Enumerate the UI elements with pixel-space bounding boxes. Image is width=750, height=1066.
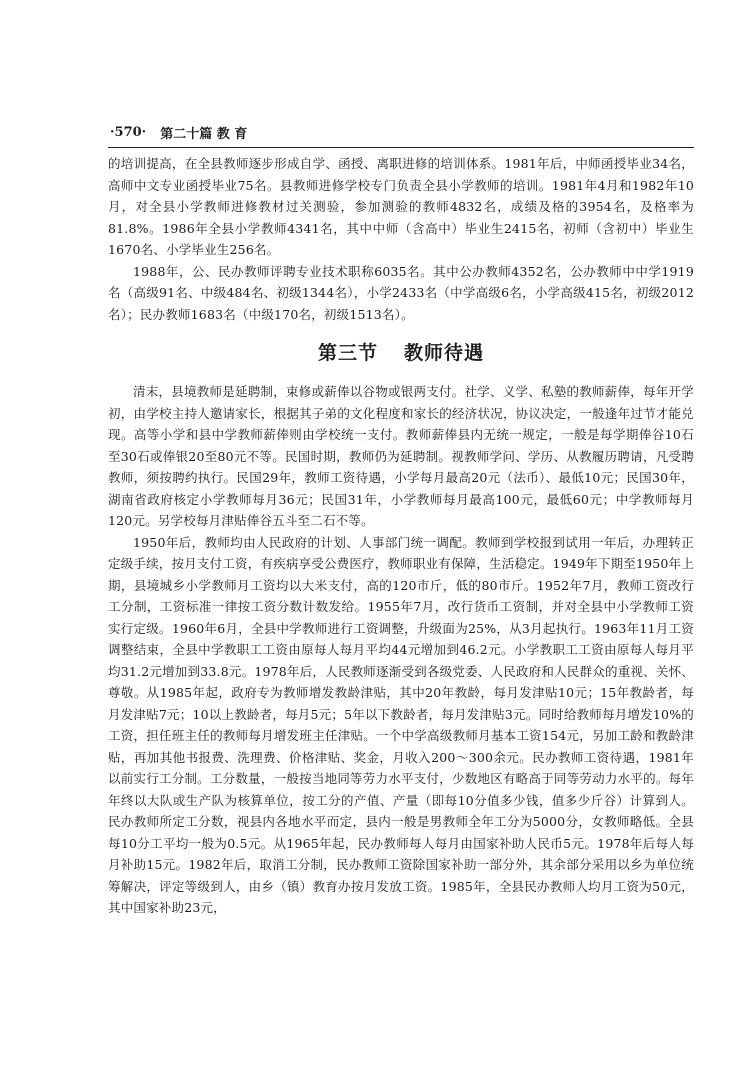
- section-number: 第三节: [317, 342, 378, 364]
- section-heading: [108, 339, 694, 367]
- section-title: 教师待遇: [404, 342, 485, 364]
- running-header: [110, 122, 690, 142]
- paragraph-training: 的培训提高，在全县教师逐步形成自学、函授、离职进修的培训体系。1981年后，中师函授毕业34名，高师中文专业函授毕业75名。县教师进修学校专门负责全县小学教师的培训。1981年4月和1982年10月，对全县小学教师进修教材过关测验，参加测验的教师4832名，成绩及格的3954名，及格率为81.8%。1986年全县小学教师4341名，其中中师（含高中）毕业生2415名，初师（含初中）毕业生1670名、小学毕业生256名。: [108, 156, 694, 257]
- page-number: ·570·: [110, 124, 147, 140]
- body-text: [108, 153, 694, 919]
- chapter-title: 第二十篇 教 育: [160, 126, 248, 142]
- paragraph-qing-republic: 清末，县境教师是延聘制，束修或薪俸以谷物或银两支付。社学、义学、私塾的教师薪俸，每年开学初，由学校主持人邀请家长，根据其子弟的文化程度和家长的经济状况，协议决定，一般逢年过节才能兑现。高等小学和县中学教师薪俸则由学校统一支付。教师薪俸县内无统一规定，一般是每学期俸谷10石至30石或俸银20至80元不等。民国时期，教师仍为延聘制。视教师学问、学历、从教履历聘请，凡受聘教师，须按聘约执行。民国29年，教师工资待遇，小学每月最高20元（法币）、最低10元；民国30年，湖南省政府核定小学教师每月36元；民国31年，小学教师每月最高100元，最低60元；中学教师每月120元。另学校每月津贴俸谷五斗至二石不等。: [108, 384, 694, 528]
- header-rule: [108, 147, 694, 148]
- paragraph-titles-1988: 1988年，公、民办教师评聘专业技术职称6035名。其中公办教师4352名，公办教师中中学1919名（高级91名、中级484名、初级1344名），小学2433名（中学高级6名，小学高级415名，初级2012名）；民办教师1683名（中级170名，初级1513名）。: [108, 263, 694, 322]
- paragraph-after-1950: 1950年后，教师均由人民政府的计划、人事部门统一调配。教师到学校报到试用一年后，办理转正定级手续，按月支付工资，有疾病享受公费医疗，教师职业有保障，生活稳定。1949年下期至1950年上期，县境城乡小学教师月工资均以大米支付，高的120市斤，低的80市斤。1952年7月，教师工资改行工分制，工资标准一律按工资分数计数发给。1955年7月，改行货币工资制，并对全县中小学教师工资实行定级。1960年6月，全县中学教师进行工资调整，升级面为25%，从3月起执行。1963年11月工资调整结束，全县中学教职工工资由原每人每月平均44元增加到46.2元。小学教职工工资由原每人每月平均31.2元增加到33.8元。1978年后，人民教师逐渐受到各级党委、人民政府和人民群众的重视、关怀、尊敬。从1985年起，政府专为教师增发教龄津贴，其中20年教龄，每月发津贴10元；15年教龄者，每月发津贴7元；10以上教龄者，每月5元；5年以下教龄者，每月发津贴3元。同时给教师每月增发10%的工资，担任班主任的教师每月增发班主任津贴。一个中学高级教师月基本工资154元，另加工龄和教龄津贴，再加其他书报费、洗理费、价格津贴、奖金，月收入200～300余元。民办教师工资待遇，1981年以前实行工分制。工分数量，一般按当地同等劳力水平支付，少数地区有略高于同等劳动力水平的。每年年终以大队或生产队为核算单位，按工分的产值、产量（即每10分值多少钱，值多少斤谷）计算到人。民办教师所定工分数，视县内各地水平而定，县内一般是男教师全年工分为5000分，女教师略低。全县每10分工平均一般为0.5元。从1965年起，民办教师每人每月由国家补助人民币5元。1978年后每人每月补助15元。1982年后，取消工分制，民办教师工资除国家补助一部分外，其余部分采用以乡为单位统筹解决，评定等级到人，由乡（镇）教育办按月发放工资。1985年，全县民办教师人均月工资为50元，其中国家补助23元，: [108, 534, 694, 915]
